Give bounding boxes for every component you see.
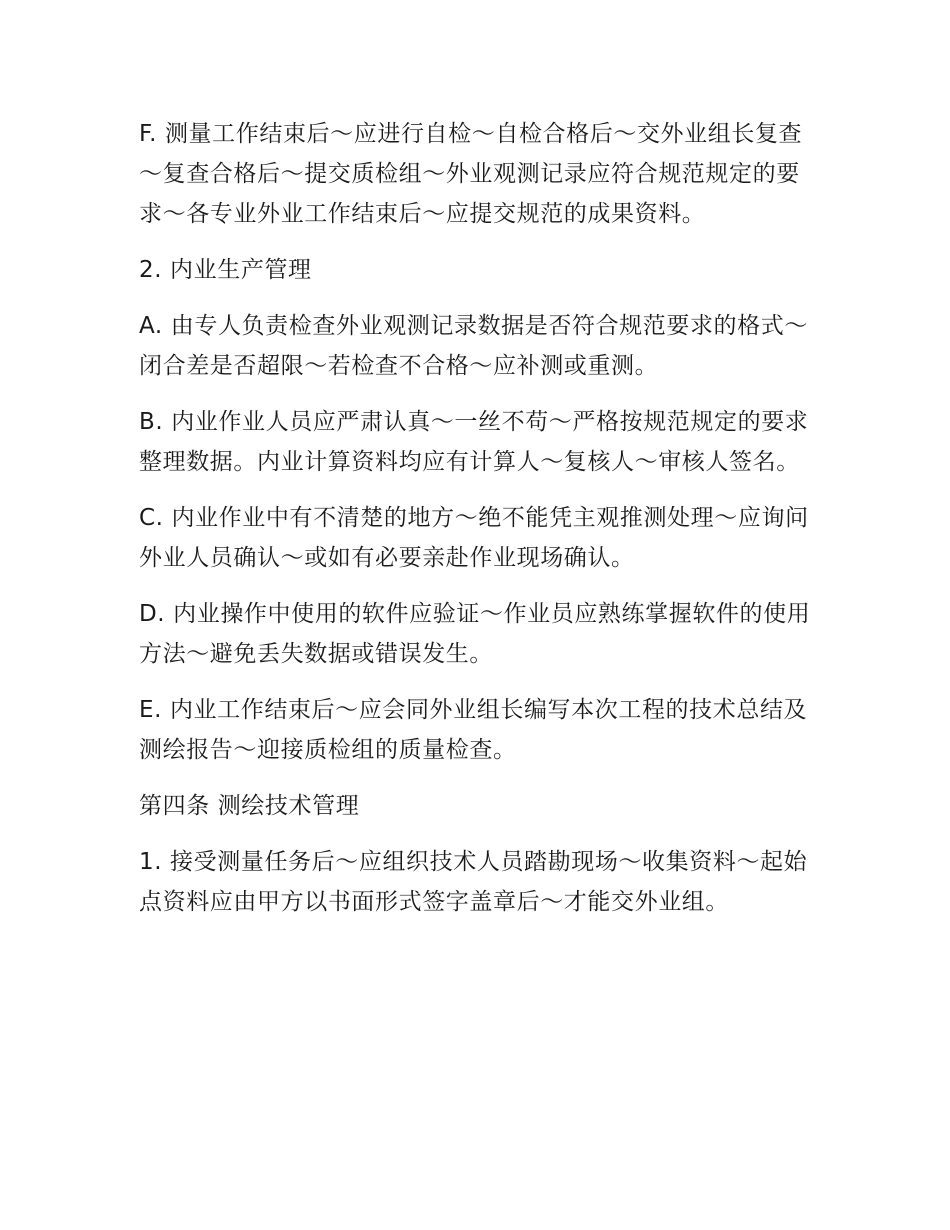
section-heading-internal-production: 2. 内业生产管理 bbox=[139, 257, 312, 283]
paragraph-item-e: E. 内业工作结束后～应会同外业组长编写本次工程的技术总结及测绘报告～迎接质检组的质量检查。 bbox=[139, 697, 808, 763]
paragraph-item-c: C. 内业作业中有不清楚的地方～绝不能凭主观推测处理～应询问外业人员确认～或如有必要亲赴作业现场确认。 bbox=[139, 505, 809, 571]
paragraph-item-f: F. 测量工作结束后～应进行自检～自检合格后～交外业组长复查～复查合格后～提交质检组～外业观测记录应符合规范规定的要求～各专业外业工作结束后～应提交规范的成果资料。 bbox=[139, 121, 803, 227]
paragraph-item-d: D. 内业操作中使用的软件应验证～作业员应熟练掌握软件的使用方法～避免丢失数据或错误发生。 bbox=[139, 601, 811, 667]
paragraph-item-a: A. 由专人负责检查外业观测记录数据是否符合规范要求的格式～闭合差是否超限～若检查不合格～应补测或重测。 bbox=[139, 313, 808, 379]
document-body bbox=[139, 114, 811, 938]
article-heading-technical-management: 第四条 测绘技术管理 bbox=[139, 793, 360, 819]
paragraph-item-1: 1. 接受测量任务后～应组织技术人员踏勘现场～收集资料～起始点资料应由甲方以书面形式签字盖章后～才能交外业组。 bbox=[139, 849, 808, 915]
paragraph-item-b: B. 内业作业人员应严肃认真～一丝不苟～严格按规范规定的要求整理数据。内业计算资料均应有计算人～复核人～审核人签名。 bbox=[139, 409, 809, 475]
